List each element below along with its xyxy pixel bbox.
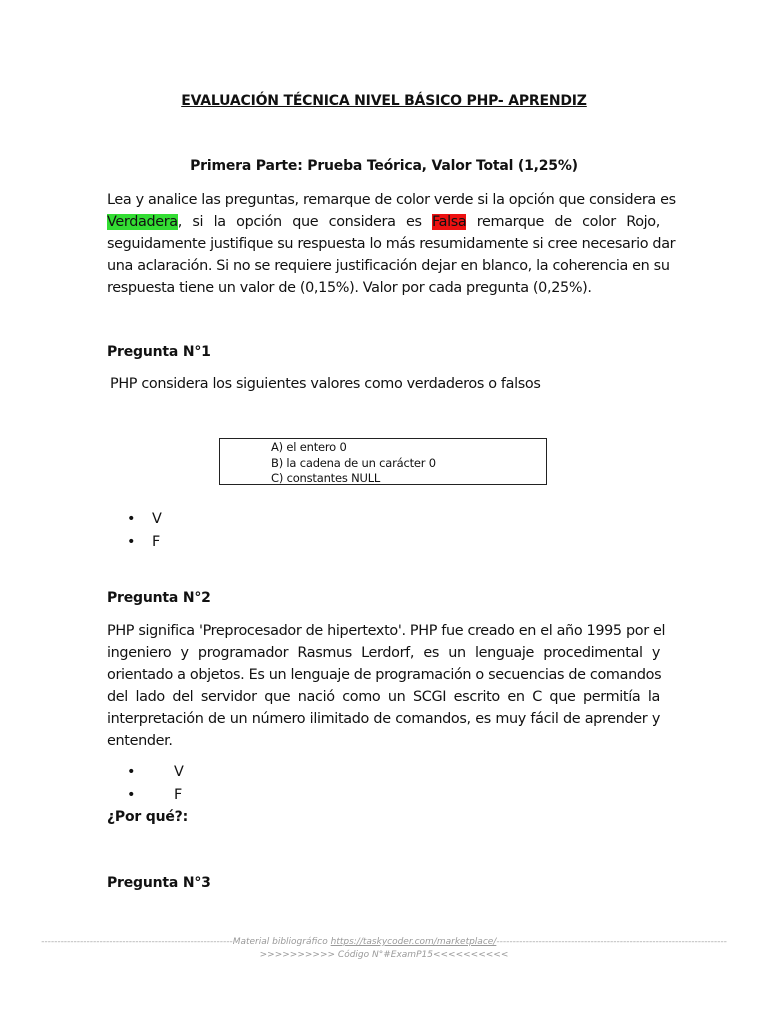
question-2-line-1: PHP significa 'Preprocesador de hipertexto'. PHP fue creado en el año 1995 por el	[107, 623, 666, 639]
instructions-line-2-mid: , si la opción que considera es	[177, 214, 422, 230]
option-c: C) constantes NULL	[271, 471, 381, 485]
footer-source-line	[0, 936, 768, 949]
answer-label: V	[152, 511, 162, 527]
instructions-line-5: respuesta tiene un valor de (0,15%). Valor por cada pregunta (0,25%).	[107, 280, 592, 296]
footer-source-label: Material bibliográfico	[232, 937, 331, 947]
question-2-why-label: ¿Por qué?:	[107, 809, 188, 825]
instructions-line-4: una aclaración. Si no se requiere justificación dejar en blanco, la coherencia en su	[107, 258, 670, 274]
footer	[0, 936, 768, 962]
answer-label: F	[174, 787, 183, 803]
bullet-icon: •	[127, 511, 136, 527]
bullet-icon: •	[127, 787, 136, 803]
instructions-line-1: Lea y analice las preguntas, remarque de color verde si la opción que considera es	[107, 192, 676, 208]
highlight-false: Falsa	[432, 214, 467, 230]
question-1-options-box	[219, 438, 547, 485]
option-a: A) el entero 0	[271, 440, 347, 454]
instructions-line-3: seguidamente justifique su respuesta lo más resumidamente si cree necesario dar	[107, 236, 676, 252]
question-1-heading: Pregunta N°1	[107, 344, 211, 360]
bullet-icon: •	[127, 764, 136, 780]
answer-label: F	[152, 534, 161, 550]
document-title: EVALUACIÓN TÉCNICA NIVEL BÁSICO PHP- APRENDIZ	[181, 93, 587, 109]
option-b: B) la cadena de un carácter 0	[271, 455, 436, 470]
footer-dashes-right: -----------------------------------------------------------------------	[496, 937, 727, 947]
question-2-line-4: del lado del servidor que nació como un SCGI escrito en C que permitía la	[107, 689, 660, 705]
question-3-heading: Pregunta N°3	[107, 875, 211, 891]
instructions-line-2	[107, 211, 660, 233]
question-1-statement: PHP considera los siguientes valores como verdaderos o falsos	[110, 376, 541, 392]
bullet-icon: •	[127, 534, 136, 550]
question-2-line-3: orientado a objetos. Es un lenguaje de programación o secuencias de comandos	[107, 667, 662, 683]
section-subtitle: Primera Parte: Prueba Teórica, Valor Total (1,25%)	[190, 158, 578, 174]
instructions-line-2-end: remarque de color Rojo,	[476, 214, 660, 230]
question-2-heading: Pregunta N°2	[107, 590, 211, 606]
footer-code-line: >>>>>>>>>> Código N°#ExamP15<<<<<<<<<<	[259, 950, 509, 960]
question-2-line-2: ingeniero y programador Rasmus Lerdorf, es un lenguaje procedimental y	[107, 645, 660, 661]
footer-dashes-left: -----------------------------------------------------------	[41, 937, 233, 947]
instructions-paragraph	[107, 189, 676, 299]
answer-label: V	[174, 764, 184, 780]
footer-marketplace-link[interactable]: https://taskycoder.com/marketplace/	[330, 937, 497, 947]
highlight-true: Verdadera	[107, 214, 178, 230]
question-2-paragraph	[107, 620, 666, 752]
question-2-line-5: interpretación de un número ilimitado de comandos, es muy fácil de aprender y	[107, 711, 660, 727]
question-2-line-6: entender.	[107, 733, 173, 749]
